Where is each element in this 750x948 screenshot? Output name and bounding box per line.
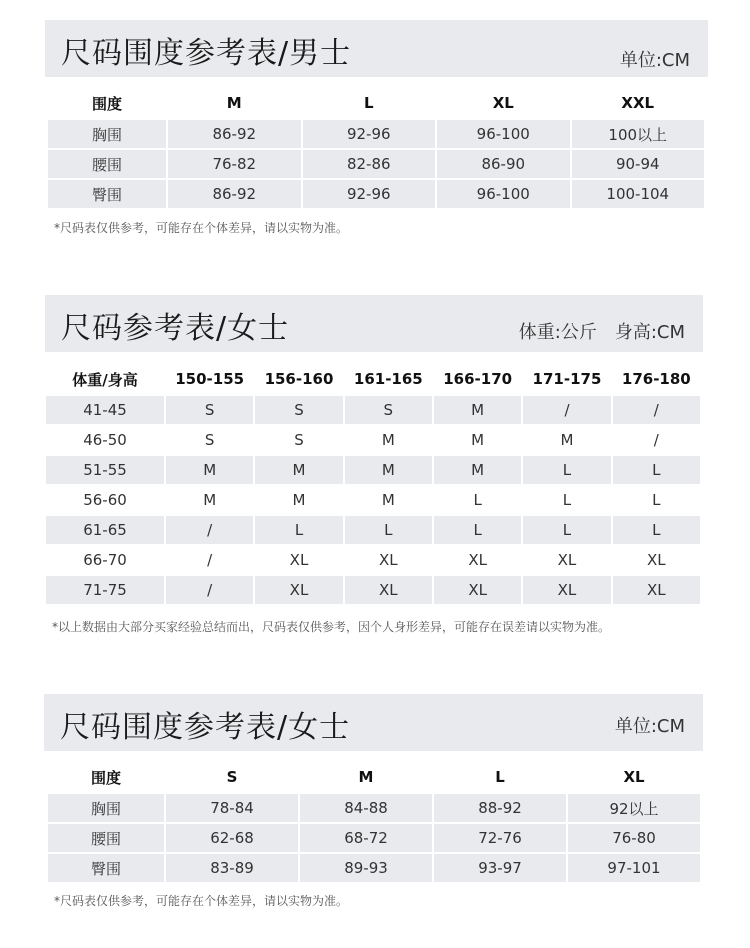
table-cell: L [255, 514, 342, 544]
table-cell: XL [434, 544, 521, 574]
table-header-row [48, 88, 704, 118]
table-row [46, 454, 700, 484]
table-cell: XL [613, 544, 700, 574]
table-cell: L [434, 514, 521, 544]
table-cell: 96-100 [437, 178, 570, 208]
table-cell: M [255, 454, 342, 484]
row-label-cell: 51-55 [46, 454, 164, 484]
table-row [48, 852, 700, 882]
column-header-size: S [226, 768, 238, 786]
table-cell: 86-90 [437, 148, 570, 178]
table-cell: L [613, 484, 700, 514]
table-cell: / [166, 544, 253, 574]
row-label-cell: 胸围 [48, 118, 166, 148]
table-header-row [46, 364, 700, 394]
column-header-size: L [363, 94, 374, 112]
row-label-cell: 腰围 [48, 822, 164, 852]
table-cell: XL [255, 574, 342, 604]
table-cell: S [166, 394, 253, 424]
table-cell: 86-92 [168, 118, 301, 148]
row-label-cell: 46-50 [46, 424, 164, 454]
table-row [48, 792, 700, 822]
table-row [46, 424, 700, 454]
table-cell: L [523, 454, 610, 484]
table-cell: XL [523, 574, 610, 604]
row-label-cell: 臀围 [48, 178, 166, 208]
table-cell: S [255, 394, 342, 424]
table-cell: XL [523, 544, 610, 574]
men-size-title: 尺码围度参考表/男士 [61, 36, 352, 71]
column-header-size: 150-155 [175, 370, 245, 388]
column-header-size: 176-180 [621, 370, 691, 388]
table-row [48, 148, 704, 178]
table-cell: S [345, 394, 432, 424]
table-cell: S [255, 424, 342, 454]
table-cell: 84-88 [300, 792, 432, 822]
table-cell: L [523, 484, 610, 514]
table-cell: XL [345, 544, 432, 574]
table-row [46, 544, 700, 574]
column-header-size: 166-170 [443, 370, 513, 388]
row-label-cell: 41-45 [46, 394, 164, 424]
column-header-label: 体重/身高 [72, 370, 138, 389]
column-header-size: L [495, 768, 505, 786]
table-cell: 93-97 [434, 852, 566, 882]
table-cell: M [166, 484, 253, 514]
table-row [46, 514, 700, 544]
women-weight-unit-label: 体重:公斤 身高:CM [518, 322, 685, 343]
men-size-header [45, 20, 708, 77]
table-row [48, 822, 700, 852]
table-cell: XL [345, 574, 432, 604]
table-cell: L [613, 514, 700, 544]
row-label-cell: 腰围 [48, 148, 166, 178]
column-header-size: 156-160 [264, 370, 334, 388]
women-girth-table [46, 762, 702, 882]
column-header-size: XL [492, 94, 514, 112]
table-cell: M [523, 424, 610, 454]
table-cell: 83-89 [166, 852, 298, 882]
women-weight-table [44, 364, 702, 604]
women-girth-header [44, 694, 703, 751]
table-row [46, 484, 700, 514]
table-cell: 92-96 [303, 178, 436, 208]
table-cell: XL [255, 544, 342, 574]
row-label-cell: 56-60 [46, 484, 164, 514]
row-label-cell: 66-70 [46, 544, 164, 574]
table-cell: M [345, 424, 432, 454]
table-cell: 62-68 [166, 822, 298, 852]
table-cell: M [166, 454, 253, 484]
table-cell: XL [434, 574, 521, 604]
table-cell: 78-84 [166, 792, 298, 822]
row-label-cell: 胸围 [48, 792, 164, 822]
table-row [46, 394, 700, 424]
men-disclaimer-note: *尺码表仅供参考，可能存在个体差异，请以实物为准。 [54, 221, 349, 235]
table-cell: M [345, 484, 432, 514]
table-cell: M [434, 424, 521, 454]
table-cell: S [166, 424, 253, 454]
table-cell: M [434, 394, 521, 424]
women-weight-header [45, 295, 703, 352]
table-cell: 76-82 [168, 148, 301, 178]
table-cell: L [434, 484, 521, 514]
table-cell: 72-76 [434, 822, 566, 852]
column-header-size: XXL [621, 94, 655, 112]
table-cell: 82-86 [303, 148, 436, 178]
table-cell: / [613, 394, 700, 424]
table-cell: 68-72 [300, 822, 432, 852]
table-cell: M [434, 454, 521, 484]
men-unit-label: 单位:CM [619, 50, 690, 71]
table-cell: 92-96 [303, 118, 436, 148]
column-header-size: M [226, 94, 242, 112]
women-girth-disclaimer-note: *尺码表仅供参考，可能存在个体差异，请以实物为准。 [54, 894, 349, 908]
table-cell: 92以上 [568, 792, 700, 822]
table-cell: / [613, 424, 700, 454]
women-weight-disclaimer-note: *以上数据由大部分买家经验总结而出，尺码表仅供参考，因个人身形差异，可能存在误差请以实物为准。 [52, 620, 611, 634]
table-cell: M [345, 454, 432, 484]
table-cell: 76-80 [568, 822, 700, 852]
table-cell: 90-94 [572, 148, 705, 178]
table-row [46, 574, 700, 604]
women-girth-title: 尺码围度参考表/女士 [60, 710, 351, 745]
table-cell: / [523, 394, 610, 424]
column-header-label: 围度 [91, 94, 122, 113]
row-label-cell: 71-75 [46, 574, 164, 604]
women-girth-unit-label: 单位:CM [614, 716, 685, 737]
table-cell: 96-100 [437, 118, 570, 148]
table-cell: M [255, 484, 342, 514]
table-cell: L [613, 454, 700, 484]
table-cell: 97-101 [568, 852, 700, 882]
table-cell: 100-104 [572, 178, 705, 208]
table-cell: 88-92 [434, 792, 566, 822]
table-cell: L [345, 514, 432, 544]
column-header-size: M [358, 768, 374, 786]
table-cell: / [166, 514, 253, 544]
row-label-cell: 61-65 [46, 514, 164, 544]
table-cell: 89-93 [300, 852, 432, 882]
column-header-size: 171-175 [532, 370, 602, 388]
table-cell: L [523, 514, 610, 544]
table-header-row [48, 762, 700, 792]
table-cell: / [166, 574, 253, 604]
women-weight-title: 尺码参考表/女士 [61, 311, 290, 346]
table-cell: 86-92 [168, 178, 301, 208]
table-cell: XL [613, 574, 700, 604]
column-header-size: 161-165 [353, 370, 423, 388]
table-cell: 100以上 [572, 118, 705, 148]
table-row [48, 118, 704, 148]
men-size-table [46, 88, 706, 208]
column-header-size: XL [623, 768, 645, 786]
row-label-cell: 臀围 [48, 852, 164, 882]
column-header-label: 围度 [90, 768, 121, 787]
table-row [48, 178, 704, 208]
